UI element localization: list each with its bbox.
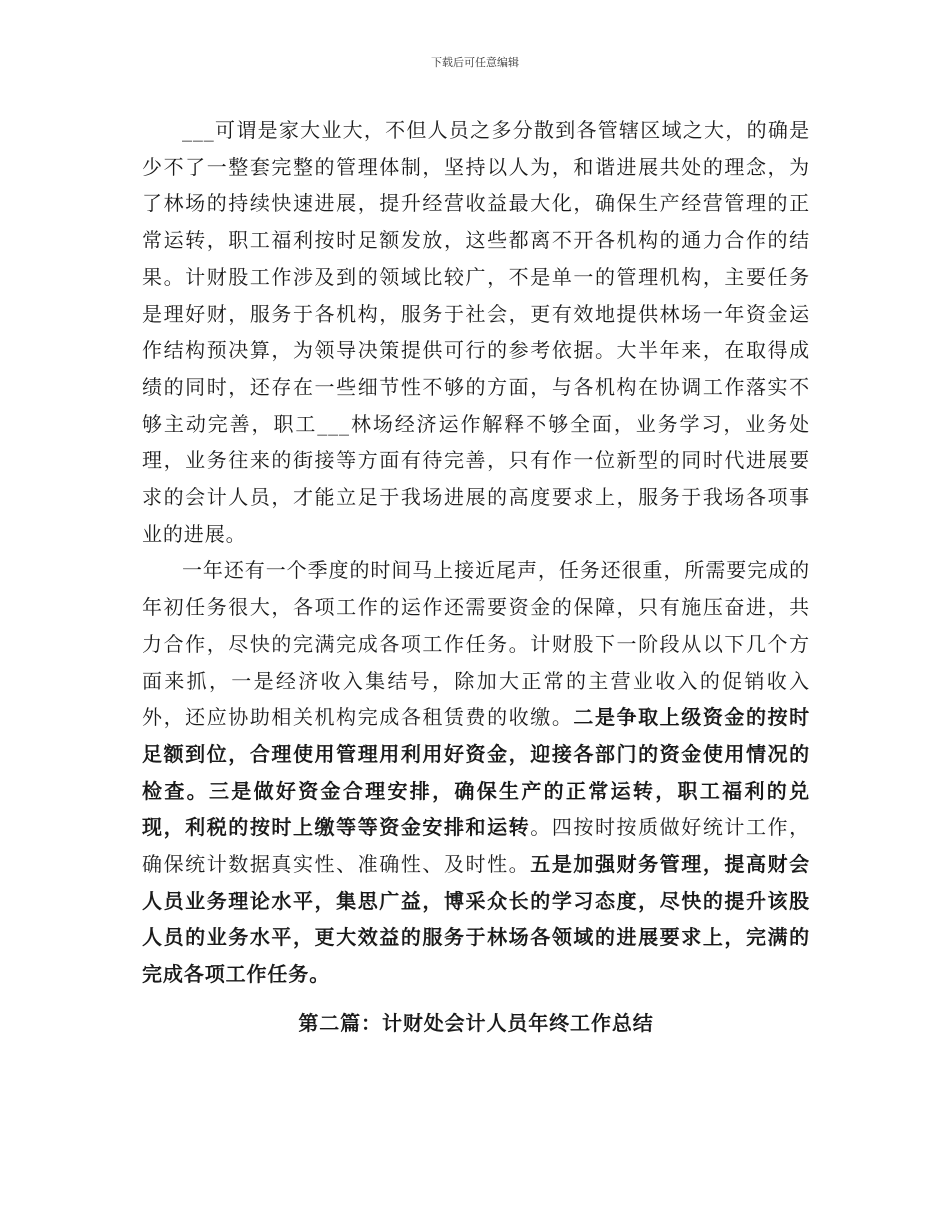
- paragraph-2-text-a: 一年还有一个季度的时间马上接近尾声，任务还很重，所需要完成的年初任务很大，各项工作的运作还需要资金的保障，只有施压奋进，共力合作，尽快的完满完成各项工作任务。计财股下一阶段从以下几个方面来抓，一是经济收入集结号，除加大正常的主营业收入的促销收入外，还应协助相关机构完成各租赁费的收缴。: [142, 558, 810, 730]
- paragraph-2-bold-a: 二是争取上级资金的按时足额到位，合理使用管理用利用好资金，迎接各部门的资金使用情况的检查。三是做好资金合理安排，确保生产的正常运转，职工福利的兑现，利税的按时上缴等等资金安排和运转: [142, 705, 811, 840]
- page-header-note: 下载后可任意编辑: [431, 56, 519, 69]
- document-body: [142, 112, 810, 1041]
- section-title: 第二篇：计财处会计人员年终工作总结: [298, 1010, 654, 1035]
- paragraph-2-text-b: 。四按时按质做好统计工作，确保统计数据真实性、准确性、及时性。: [142, 815, 811, 877]
- paragraph-2: [142, 552, 810, 992]
- paragraph-1: ___可谓是家大业大，不但人员之多分散到各管辖区域之大，的确是少不了一整套完整的管理体制，坚持以人为，和谐进展共处的理念，为了林场的持续快速进展，提升经营收益最大化，确保生产经营管理的正常运转，职工福利按时足额发放，这些都离不开各机构的通力合作的结果。计财股工作涉及到的领域比较广，不是单一的管理机构，主要任务是理好财，服务于各机构，服务于社会，更有效地提供林场一年资金运作结构预决算，为领导决策提供可行的参考依据。大半年来，在取得成绩的同时，还存在一些细节性不够的方面，与各机构在协调工作落实不够主动完善，职工___林场经济运作解释不够全面，业务学习，业务处理，业务往来的街接等方面有待完善，只有作一位新型的同时代进展要求的会计人员，才能立足于我场进展的高度要求上，服务于我场各项事业的进展。: [142, 118, 810, 546]
- paragraph-2-bold-b: 五是加强财务管理，提高财会人员业务理论水平，集思广益，博采众长的学习态度，尽快的提升该股人员的业务水平，更大效益的服务于林场各领域的进展要求上，完满的完成各项工作任务。: [142, 852, 811, 987]
